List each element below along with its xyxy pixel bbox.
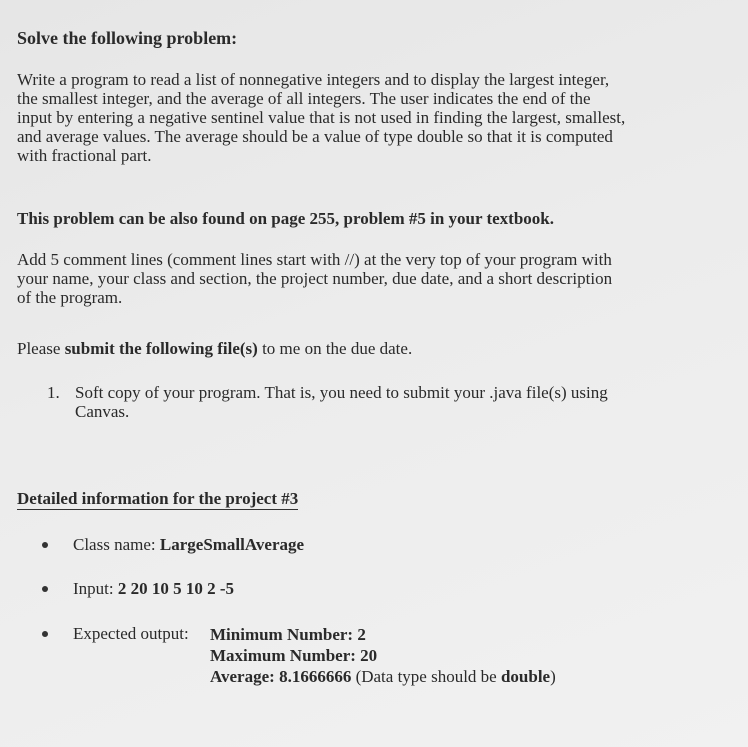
- comment-instructions-line: Add 5 comment lines (comment lines start with //) at the very top of your program with: [17, 250, 612, 269]
- output-avg-note-pre: (Data type should be: [351, 667, 501, 686]
- problem-description-line: the smallest integer, and the average of all integers. The user indicates the end of the: [17, 89, 591, 108]
- output-avg-note-bold: double: [500, 667, 551, 686]
- bullet-dot-icon: [42, 586, 48, 592]
- input-value: 2 20 10 5 10 2 -5: [117, 579, 235, 598]
- page-title: Solve the following problem:: [17, 28, 238, 48]
- output-avg: Average: 8.1666666: [210, 667, 352, 686]
- problem-description-line: Write a program to read a list of nonnegative integers and to display the largest integer,: [17, 70, 610, 89]
- list-item: [75, 383, 608, 421]
- class-name-value: LargeSmallAverage: [159, 535, 305, 554]
- class-name-label: Class name:: [73, 535, 160, 554]
- comment-instructions-line: of the program.: [17, 288, 123, 307]
- expected-output-label: Expected output:: [73, 624, 189, 643]
- project-details-heading: Detailed information for the project #3: [17, 489, 299, 508]
- comment-instructions: [17, 250, 717, 307]
- problem-description-line: and average values. The average should be a value of type double so that it is computed: [17, 127, 613, 146]
- input-label: Input:: [73, 579, 118, 598]
- output-max: Maximum Number: 20: [210, 646, 378, 665]
- textbook-reference: This problem can be also found on page 255, problem #5 in your textbook.: [17, 209, 555, 228]
- output-min: Minimum Number: 2: [210, 625, 366, 644]
- list-item-line: Soft copy of your program. That is, you need to submit your .java file(s) using: [75, 383, 608, 402]
- expected-output-values: [210, 624, 556, 687]
- list-item-number: 1.: [47, 383, 60, 402]
- bullet-dot-icon: [42, 542, 48, 548]
- output-avg-note-post: ): [550, 667, 556, 686]
- problem-description-line: input by entering a negative sentinel value that is not used in finding the largest, smallest,: [17, 108, 626, 127]
- problem-description: [17, 70, 717, 165]
- submit-instructions: [17, 339, 412, 358]
- output-avg-line: [210, 666, 556, 687]
- input-text: [73, 579, 234, 598]
- comment-instructions-line: your name, your class and section, the project number, due date, and a short description: [17, 269, 613, 288]
- problem-description-line: with fractional part.: [17, 146, 152, 165]
- class-name-text: [73, 535, 304, 554]
- submit-post: to me on the due date.: [257, 339, 413, 358]
- submit-pre: Please: [17, 339, 65, 358]
- list-item-line: Canvas.: [75, 402, 130, 421]
- bullet-dot-icon: [42, 631, 48, 637]
- submit-bold: submit the following file(s): [64, 339, 258, 358]
